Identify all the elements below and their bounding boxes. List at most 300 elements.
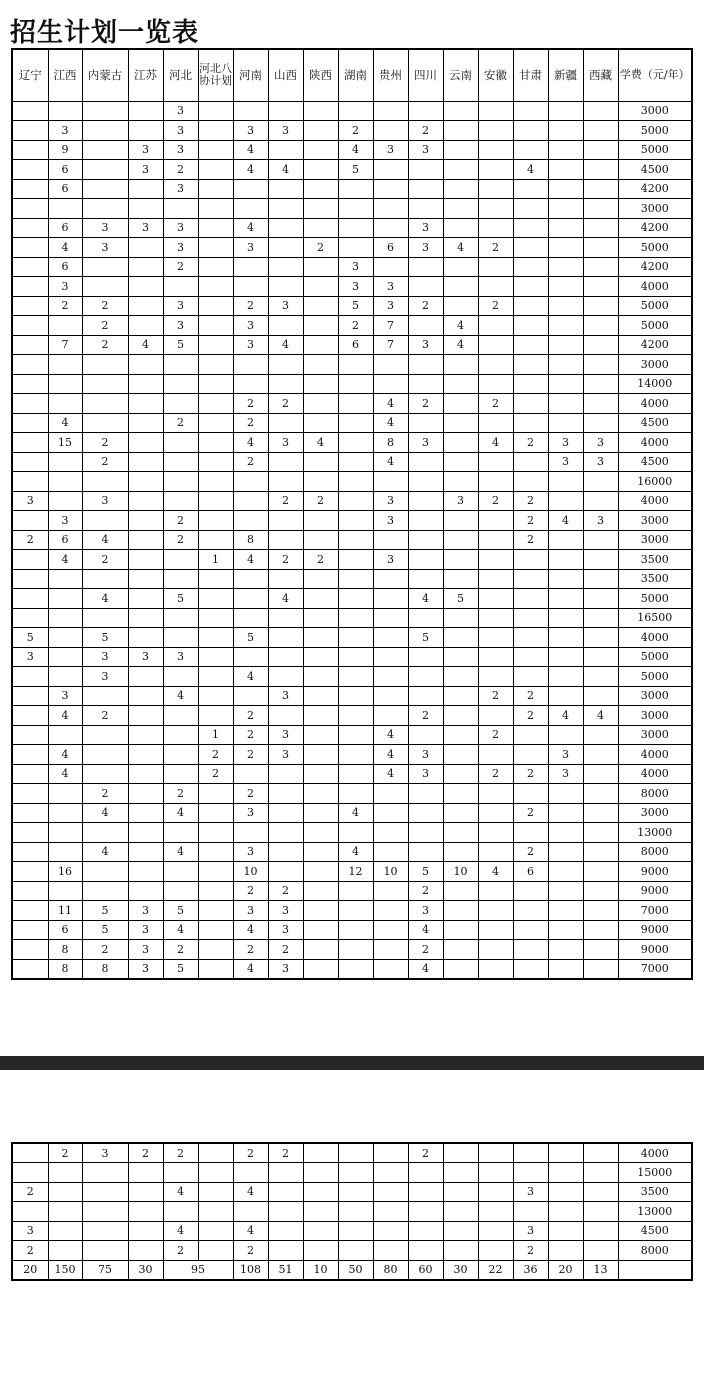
table-row (12, 277, 692, 297)
quota-cell: 4 (82, 842, 128, 862)
quota-cell (303, 1221, 338, 1241)
quota-cell (303, 179, 338, 199)
quota-cell: 3 (338, 277, 373, 297)
quota-cell (478, 179, 513, 199)
quota-cell (548, 472, 583, 492)
quota-cell: 4 (233, 433, 268, 453)
quota-cell (268, 706, 303, 726)
quota-cell: 3 (233, 121, 268, 141)
quota-cell (548, 1202, 583, 1222)
table-row (12, 296, 692, 316)
tuition-cell: 4200 (618, 218, 692, 238)
quota-cell (583, 179, 618, 199)
quota-cell (12, 472, 48, 492)
quota-cell (82, 569, 128, 589)
quota-cell (128, 608, 163, 628)
quota-cell (513, 472, 548, 492)
quota-cell (338, 940, 373, 960)
quota-cell (478, 160, 513, 180)
quota-cell (198, 862, 233, 882)
table-row (12, 413, 692, 433)
quota-cell: 6 (48, 160, 82, 180)
quota-cell (128, 1221, 163, 1241)
quota-cell (128, 511, 163, 531)
quota-cell (338, 1143, 373, 1163)
quota-cell (48, 881, 82, 901)
quota-cell (373, 101, 408, 121)
total-cell: 51 (268, 1260, 303, 1280)
quota-cell (478, 667, 513, 687)
quota-cell (373, 940, 408, 960)
quota-cell: 2 (163, 413, 198, 433)
quota-cell (48, 725, 82, 745)
quota-cell (163, 881, 198, 901)
table-row (12, 784, 692, 804)
quota-cell (82, 862, 128, 882)
quota-cell (128, 355, 163, 375)
quota-cell: 3 (48, 277, 82, 297)
quota-cell (198, 160, 233, 180)
quota-cell (548, 959, 583, 979)
quota-cell: 4 (163, 686, 198, 706)
tuition-cell: 16000 (618, 472, 692, 492)
quota-cell (12, 608, 48, 628)
quota-cell (303, 257, 338, 277)
quota-cell: 2 (268, 550, 303, 570)
quota-cell: 2 (408, 706, 443, 726)
quota-cell: 3 (268, 686, 303, 706)
quota-cell: 3 (163, 238, 198, 258)
quota-cell (548, 140, 583, 160)
quota-cell (583, 550, 618, 570)
quota-cell (583, 920, 618, 940)
table-row (12, 491, 692, 511)
quota-cell: 3 (12, 1221, 48, 1241)
quota-cell: 6 (513, 862, 548, 882)
quota-cell (478, 881, 513, 901)
tuition-cell: 15000 (618, 1163, 692, 1183)
quota-cell (373, 121, 408, 141)
table-row (12, 589, 692, 609)
column-header: 山西 (268, 49, 303, 101)
quota-cell (128, 628, 163, 648)
quota-cell: 2 (82, 433, 128, 453)
quota-cell: 2 (82, 706, 128, 726)
quota-cell (408, 1221, 443, 1241)
quota-cell: 4 (163, 1221, 198, 1241)
quota-cell: 4 (233, 1182, 268, 1202)
tuition-cell: 5000 (618, 140, 692, 160)
quota-cell (303, 920, 338, 940)
quota-cell (548, 530, 583, 550)
total-cell (618, 1260, 692, 1280)
quota-cell (373, 881, 408, 901)
quota-cell (338, 881, 373, 901)
quota-cell (548, 316, 583, 336)
quota-cell (583, 530, 618, 550)
quota-cell: 2 (303, 238, 338, 258)
quota-cell: 3 (513, 1182, 548, 1202)
quota-cell: 3 (548, 433, 583, 453)
quota-cell (198, 218, 233, 238)
quota-cell (233, 179, 268, 199)
quota-cell (478, 1182, 513, 1202)
quota-cell (583, 667, 618, 687)
quota-cell (128, 413, 163, 433)
quota-cell (303, 686, 338, 706)
quota-cell (513, 647, 548, 667)
quota-cell (373, 823, 408, 843)
quota-cell (303, 413, 338, 433)
quota-cell: 4 (233, 160, 268, 180)
quota-cell (583, 959, 618, 979)
quota-cell (373, 1143, 408, 1163)
quota-cell (443, 433, 478, 453)
table-row (12, 628, 692, 648)
quota-cell (198, 511, 233, 531)
quota-cell (268, 803, 303, 823)
quota-cell: 2 (408, 1143, 443, 1163)
quota-cell: 5 (408, 862, 443, 882)
quota-cell (303, 374, 338, 394)
quota-cell (408, 803, 443, 823)
quota-cell (268, 1221, 303, 1241)
quota-cell (82, 1182, 128, 1202)
quota-cell (338, 1202, 373, 1222)
quota-cell (128, 550, 163, 570)
quota-cell (408, 1163, 443, 1183)
quota-cell (82, 608, 128, 628)
quota-cell (163, 1202, 198, 1222)
column-header: 江苏 (128, 49, 163, 101)
quota-cell (12, 823, 48, 843)
tuition-cell: 4500 (618, 413, 692, 433)
quota-cell (233, 764, 268, 784)
quota-cell (303, 940, 338, 960)
quota-cell: 4 (163, 1182, 198, 1202)
quota-cell: 3 (583, 433, 618, 453)
quota-cell (163, 1163, 198, 1183)
table-row (12, 238, 692, 258)
quota-cell: 4 (48, 706, 82, 726)
quota-cell (583, 160, 618, 180)
quota-cell: 4 (408, 589, 443, 609)
tuition-cell: 9000 (618, 940, 692, 960)
quota-cell (443, 394, 478, 414)
quota-cell (233, 199, 268, 219)
quota-cell (303, 881, 338, 901)
quota-cell (338, 1221, 373, 1241)
quota-cell: 3 (373, 296, 408, 316)
quota-cell (48, 374, 82, 394)
quota-cell (303, 647, 338, 667)
column-header: 西藏 (583, 49, 618, 101)
quota-cell (12, 881, 48, 901)
quota-cell (478, 355, 513, 375)
quota-cell: 3 (373, 140, 408, 160)
quota-cell (198, 784, 233, 804)
quota-cell: 4 (48, 764, 82, 784)
quota-cell (443, 413, 478, 433)
quota-cell: 2 (82, 452, 128, 472)
quota-cell: 3 (128, 218, 163, 238)
column-header: 四川 (408, 49, 443, 101)
quota-cell: 6 (338, 335, 373, 355)
quota-cell: 2 (12, 530, 48, 550)
quota-cell (12, 764, 48, 784)
quota-cell: 3 (128, 160, 163, 180)
quota-cell: 3 (128, 959, 163, 979)
quota-cell (338, 628, 373, 648)
quota-cell (443, 218, 478, 238)
quota-cell (338, 472, 373, 492)
quota-cell (373, 569, 408, 589)
quota-cell (163, 628, 198, 648)
quota-cell: 4 (408, 920, 443, 940)
quota-cell (478, 452, 513, 472)
quota-cell: 2 (233, 784, 268, 804)
quota-cell (443, 667, 478, 687)
quota-cell (478, 277, 513, 297)
quota-cell (128, 725, 163, 745)
quota-cell (443, 277, 478, 297)
quota-cell: 3 (268, 121, 303, 141)
quota-cell (12, 238, 48, 258)
quota-cell (443, 959, 478, 979)
quota-cell (583, 355, 618, 375)
quota-cell: 3 (268, 433, 303, 453)
quota-cell (268, 628, 303, 648)
quota-cell (478, 199, 513, 219)
quota-cell (443, 374, 478, 394)
quota-cell: 4 (233, 667, 268, 687)
quota-cell (233, 511, 268, 531)
quota-cell: 4 (583, 706, 618, 726)
quota-cell (12, 686, 48, 706)
tuition-cell: 4200 (618, 179, 692, 199)
quota-cell (268, 608, 303, 628)
quota-cell: 3 (548, 745, 583, 765)
quota-cell (303, 608, 338, 628)
quota-cell: 2 (478, 764, 513, 784)
quota-cell (513, 374, 548, 394)
quota-cell (373, 160, 408, 180)
tuition-cell: 4500 (618, 452, 692, 472)
quota-cell (303, 277, 338, 297)
enrollment-plan-table (11, 48, 693, 980)
quota-cell (48, 842, 82, 862)
quota-cell (478, 511, 513, 531)
tuition-cell: 4000 (618, 745, 692, 765)
quota-cell (583, 628, 618, 648)
quota-cell (268, 1241, 303, 1261)
column-header: 学费（元/年） (618, 49, 692, 101)
quota-cell (198, 472, 233, 492)
quota-cell: 4 (268, 160, 303, 180)
quota-cell: 2 (163, 1241, 198, 1261)
quota-cell (12, 413, 48, 433)
quota-cell (513, 1143, 548, 1163)
quota-cell: 3 (48, 121, 82, 141)
quota-cell (338, 491, 373, 511)
table-row (12, 218, 692, 238)
quota-cell (128, 862, 163, 882)
quota-cell (82, 686, 128, 706)
quota-cell (303, 160, 338, 180)
quota-cell (583, 764, 618, 784)
quota-cell: 3 (12, 647, 48, 667)
quota-cell (268, 179, 303, 199)
quota-cell (48, 647, 82, 667)
header-row (12, 49, 692, 101)
quota-cell (233, 374, 268, 394)
quota-cell (48, 1241, 82, 1261)
quota-cell (48, 667, 82, 687)
quota-cell: 3 (548, 452, 583, 472)
quota-cell (303, 1163, 338, 1183)
quota-cell (12, 803, 48, 823)
quota-cell (128, 121, 163, 141)
quota-cell (48, 1163, 82, 1183)
quota-cell (548, 1143, 583, 1163)
table-row (12, 550, 692, 570)
quota-cell (82, 413, 128, 433)
quota-cell (478, 745, 513, 765)
quota-cell: 15 (48, 433, 82, 453)
quota-cell: 3 (268, 920, 303, 940)
quota-cell: 2 (478, 394, 513, 414)
quota-cell (198, 179, 233, 199)
quota-cell (163, 491, 198, 511)
table-row (12, 803, 692, 823)
quota-cell: 3 (163, 316, 198, 336)
quota-cell (408, 257, 443, 277)
quota-cell (443, 452, 478, 472)
quota-cell (198, 140, 233, 160)
quota-cell (82, 374, 128, 394)
table-row (12, 257, 692, 277)
quota-cell (338, 667, 373, 687)
quota-cell (268, 1163, 303, 1183)
quota-cell: 2 (513, 1241, 548, 1261)
quota-cell (163, 745, 198, 765)
quota-cell (198, 803, 233, 823)
quota-cell: 16 (48, 862, 82, 882)
quota-cell (478, 550, 513, 570)
quota-cell (12, 1202, 48, 1222)
quota-cell (408, 608, 443, 628)
quota-cell (548, 296, 583, 316)
quota-cell: 3 (408, 335, 443, 355)
quota-cell (48, 823, 82, 843)
quota-cell: 3 (233, 842, 268, 862)
quota-cell: 1 (198, 550, 233, 570)
quota-cell: 2 (233, 881, 268, 901)
quota-cell (443, 530, 478, 550)
quota-cell (128, 881, 163, 901)
quota-cell (128, 569, 163, 589)
quota-cell (12, 1143, 48, 1163)
column-header: 新疆 (548, 49, 583, 101)
total-cell: 108 (233, 1260, 268, 1280)
quota-cell (583, 413, 618, 433)
quota-cell (548, 277, 583, 297)
tuition-cell: 9000 (618, 881, 692, 901)
quota-cell: 2 (513, 803, 548, 823)
quota-cell: 3 (82, 238, 128, 258)
quota-cell (373, 647, 408, 667)
quota-cell (338, 784, 373, 804)
quota-cell (408, 1202, 443, 1222)
quota-cell (583, 140, 618, 160)
quota-cell: 2 (408, 881, 443, 901)
quota-cell (303, 823, 338, 843)
quota-cell: 2 (268, 881, 303, 901)
quota-cell (198, 647, 233, 667)
quota-cell (443, 199, 478, 219)
quota-cell (548, 413, 583, 433)
quota-cell (443, 881, 478, 901)
quota-cell (48, 1182, 82, 1202)
quota-cell: 2 (408, 394, 443, 414)
quota-cell (233, 472, 268, 492)
table-row (12, 842, 692, 862)
quota-cell (128, 199, 163, 219)
quota-cell (12, 745, 48, 765)
quota-cell (12, 1163, 48, 1183)
quota-cell (408, 686, 443, 706)
quota-cell: 2 (268, 491, 303, 511)
quota-cell (128, 1202, 163, 1222)
quota-cell (198, 413, 233, 433)
quota-cell (82, 277, 128, 297)
quota-cell (478, 823, 513, 843)
quota-cell: 12 (338, 862, 373, 882)
column-header: 辽宁 (12, 49, 48, 101)
quota-cell: 4 (303, 433, 338, 453)
quota-cell (163, 608, 198, 628)
quota-cell: 4 (373, 725, 408, 745)
quota-cell: 4 (373, 394, 408, 414)
quota-cell (408, 452, 443, 472)
enrollment-plan-table-continued (11, 1142, 693, 1281)
quota-cell (338, 1163, 373, 1183)
quota-cell (163, 725, 198, 745)
quota-cell (583, 335, 618, 355)
quota-cell (198, 901, 233, 921)
quota-cell (48, 803, 82, 823)
quota-cell (198, 433, 233, 453)
quota-cell (128, 277, 163, 297)
quota-cell (478, 589, 513, 609)
quota-cell (82, 1202, 128, 1222)
quota-cell (198, 940, 233, 960)
table-row (12, 335, 692, 355)
quota-cell: 6 (373, 238, 408, 258)
quota-cell: 3 (373, 491, 408, 511)
quota-cell (268, 823, 303, 843)
quota-cell: 2 (82, 296, 128, 316)
quota-cell (548, 667, 583, 687)
tuition-cell: 3000 (618, 355, 692, 375)
quota-cell: 3 (82, 667, 128, 687)
quota-cell (268, 140, 303, 160)
tuition-cell: 9000 (618, 920, 692, 940)
quota-cell (513, 628, 548, 648)
quota-cell (303, 628, 338, 648)
quota-cell (338, 238, 373, 258)
quota-cell (408, 1241, 443, 1261)
